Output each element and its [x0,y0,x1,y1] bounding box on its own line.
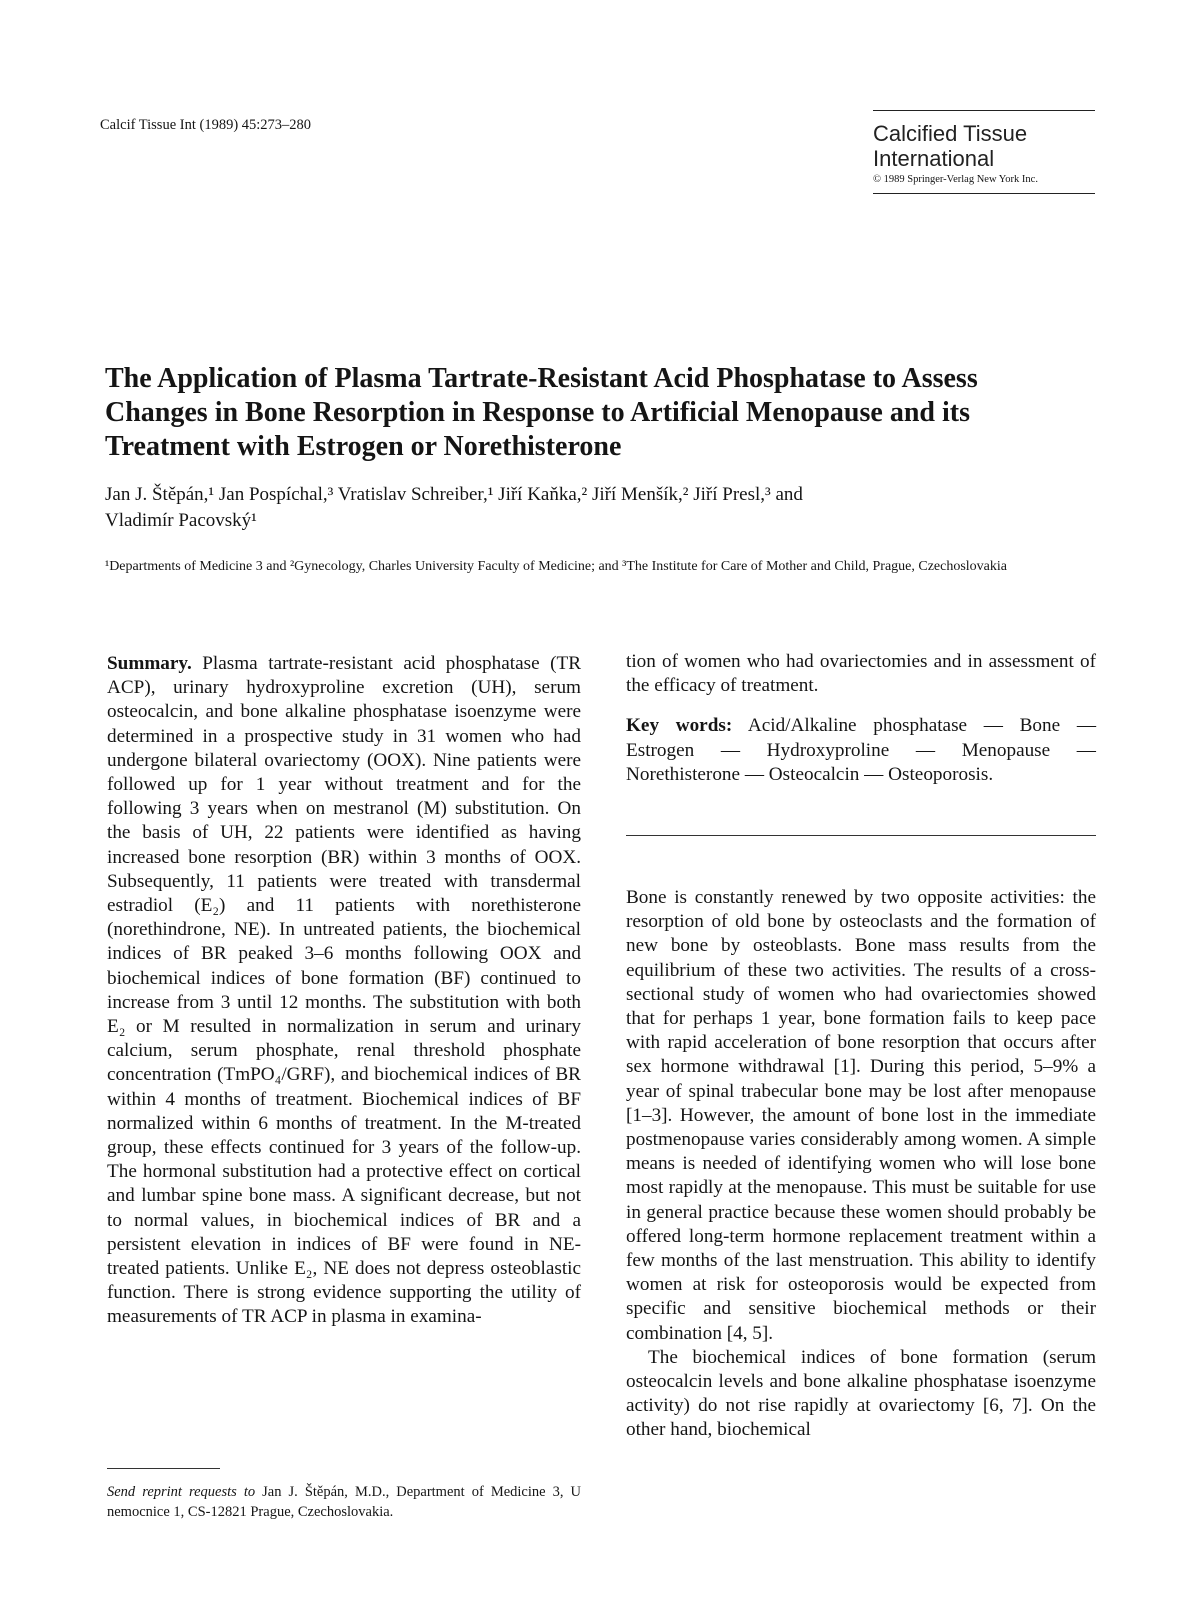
section-divider [626,835,1096,836]
footnote-divider [107,1468,220,1469]
journal-name-line2: International [873,146,995,171]
summary-text: Plasma tartrate-resistant acid phosphatase (TR ACP), urinary hydroxyproline excretion (UH), serum osteocalcin, and bone alkaline phosphatase isoenzyme were determined in a prospective study in 31 women who had undergone bilateral ovariectomy (OOX). Nine patients were followed up for 1 year without treatment and for the following 3 years when on mestranol (M) substitution. On the basis of UH, 22 patients were identified as having increased bone resorption (BR) within 3 months of OOX. Subsequently, 11 patients were treated with transdermal estradiol (E₂) and 11 patients with norethisterone (norethindrone, NE). In untreated patients, the biochemical indices of BR peaked 3–6 months following OOX and biochemical indices of bone formation (BF) continued to increase from 3 until 12 months. The substitution with both E₂ or M resulted in normalization in serum and urinary calcium, serum phosphate, renal threshold phosphate concentration (TmPO₄/GRF), and biochemical indices of BR within 4 months of treatment. Biochemical indices of BF normalized within 6 months of treatment. In the M-treated group, these effects continued for 3 years of the follow-up. The hormonal substitution had a protective effect on cortical and lumbar spine bone mass. A significant decrease, but not to normal values, in biochemical indices of BR and a persistent elevation in indices of BF were found in NE-treated patients. Unlike E₂, NE does not depress osteoblastic function. There is strong evidence supporting the utility of measurements of TR ACP in plasma in examina- [107,653,581,1328]
keywords-paragraph [626,714,1096,787]
journal-name-line1: Calcified Tissue [873,121,1028,146]
authors-line: Jan J. Štěpán,¹ Jan Pospíchal,³ Vratislav Schreiber,¹ Jiří Kaňka,² Jiří Menšík,² Jiří Presl,³ and [105,484,803,505]
intro-paragraph-1: Bone is constantly renewed by two opposite activities: the resorption of old bone by osteoclasts and the formation of new bone by osteoblasts. Bone mass results from the equilibrium of these two activities. The results of a cross-sectional study of women who had ovariectomies showed that for perhaps 1 year, bone formation fails to keep pace with rapid acceleration of bone resorption that occurs after sex hormone withdrawal [1]. During this period, 5–9% a year of spinal trabecular bone may be lost after menopause [1–3]. However, the amount of bone lost in the immediate postmenopause varies considerably among women. A simple means is needed of identifying women who will lose bone most rapidly at the menopause. This must be suitable for use in general practice because these women should probably be offered long-term hormone replacement treatment within a few months of the last menstruation. This ability to identify women at risk for osteoporosis would be expected from specific and sensitive biochemical methods or their combination [4, 5]. [626,887,1096,1344]
journal-masthead [873,110,1095,194]
summary-paragraph [107,652,581,1330]
right-column-top [626,650,1096,787]
reprint-footnote [107,1482,581,1522]
summary-continuation: tion of women who had ovariectomies and in assessment of the efficacy of treatment. [626,651,1096,697]
article-title [105,362,1065,464]
title-line: Treatment with Estrogen or Norethisterone [105,431,622,462]
keywords-text: Acid/Alkaline phosphatase — Bone — Estrogen — Hydroxyproline — Menopause — Norethisterone — Osteocalcin — Osteoporosis. [626,715,1097,785]
authors-line: Vladimír Pacovský¹ [105,510,257,531]
summary-column [107,652,581,1330]
introduction-column [626,886,1096,1443]
title-line: Changes in Bone Resorption in Response to Artificial Menopause and its [105,397,970,428]
affiliations: ¹Departments of Medicine 3 and ²Gynecology, Charles University Faculty of Medicine; and ³The Institute for Care of Mother and Child, Prague, Czechoslovakia [105,559,1008,574]
copyright-notice: © 1989 Springer-Verlag New York Inc. [873,174,1038,185]
author-list [105,482,803,534]
keywords-label: Key words: [626,715,733,737]
intro-paragraph-2: The biochemical indices of bone formation (serum osteocalcin levels and bone alkaline phosphatase isoenzyme activity) do not rise rapidly at ovariectomy [6, 7]. On the other hand, biochemical [626,1346,1096,1441]
footnote-text: Jan J. Štěpán, M.D., Department of Medicine 3, U nemocnice 1, CS-12821 Prague, Czechoslovakia. [107,1484,581,1520]
footnote-label: Send reprint requests to [107,1484,256,1500]
title-line: The Application of Plasma Tartrate-Resistant Acid Phosphatase to Assess [105,363,978,394]
journal-citation: Calcif Tissue Int (1989) 45:273–280 [100,117,312,133]
summary-label: Summary. [107,653,192,674]
